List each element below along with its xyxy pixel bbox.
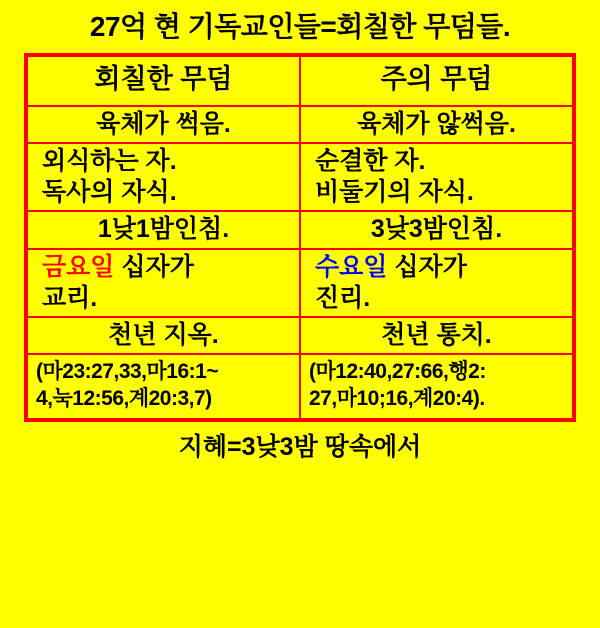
table-header-row — [27, 56, 573, 106]
cell-line: 독사의 자식. — [42, 178, 177, 207]
table-row-references — [27, 354, 573, 419]
comparison-table-wrapper — [24, 53, 576, 422]
cell-line: 순결한 자. — [315, 146, 426, 175]
table-header-left: 회칠한 무덤 — [27, 56, 300, 106]
cell-left-crucifixion — [27, 249, 300, 318]
cell-right-millennium: 천년 통치. — [300, 317, 573, 354]
table-row — [27, 317, 573, 354]
table-row — [27, 211, 573, 248]
cell-right-crucifixion — [300, 249, 573, 318]
highlight-wednesday: 수요일 — [315, 252, 388, 281]
cell-right-body: 육체가 않썩음. — [300, 106, 573, 143]
table-row — [27, 106, 573, 143]
cell-line: (마12:40,27:66,행2: — [309, 360, 486, 384]
highlight-friday: 금요일 — [42, 252, 115, 281]
cell-left-body: 육체가 썩음. — [27, 106, 300, 143]
table-header-right: 주의 무덤 — [300, 56, 573, 106]
table-row — [27, 143, 573, 212]
page-title: 27억 현 기독교인들=회칠한 무덤들. — [89, 11, 511, 42]
cell-left-character — [27, 143, 300, 212]
cell-line — [42, 252, 291, 283]
cell-line: 외식하는 자. — [42, 146, 177, 175]
comparison-table — [26, 55, 574, 420]
cell-line: 4,눅12:56,계20:3,7) — [36, 386, 212, 410]
cell-left-days: 1낮1밤인침. — [27, 211, 300, 248]
cell-line: 교리. — [42, 283, 98, 312]
cell-right-days: 3낮3밤인침. — [300, 211, 573, 248]
cell-line: 27,마10;16,계20:4). — [309, 386, 485, 410]
cell-left-references — [27, 354, 300, 419]
page-footer: 지혜=3낮3밤 땅속에서 — [178, 432, 422, 461]
cell-text: 십자가 — [387, 252, 467, 281]
table-row — [27, 249, 573, 318]
cell-left-millennium: 천년 지옥. — [27, 317, 300, 354]
cell-line: (마23:27,33,마16:1~ — [36, 360, 219, 384]
cell-line — [315, 252, 564, 283]
cell-line: 진리. — [315, 283, 371, 312]
cell-text: 십자가 — [114, 252, 194, 281]
cell-line: 비둘기의 자식. — [315, 178, 474, 207]
cell-right-references — [300, 354, 573, 419]
cell-right-character — [300, 143, 573, 212]
